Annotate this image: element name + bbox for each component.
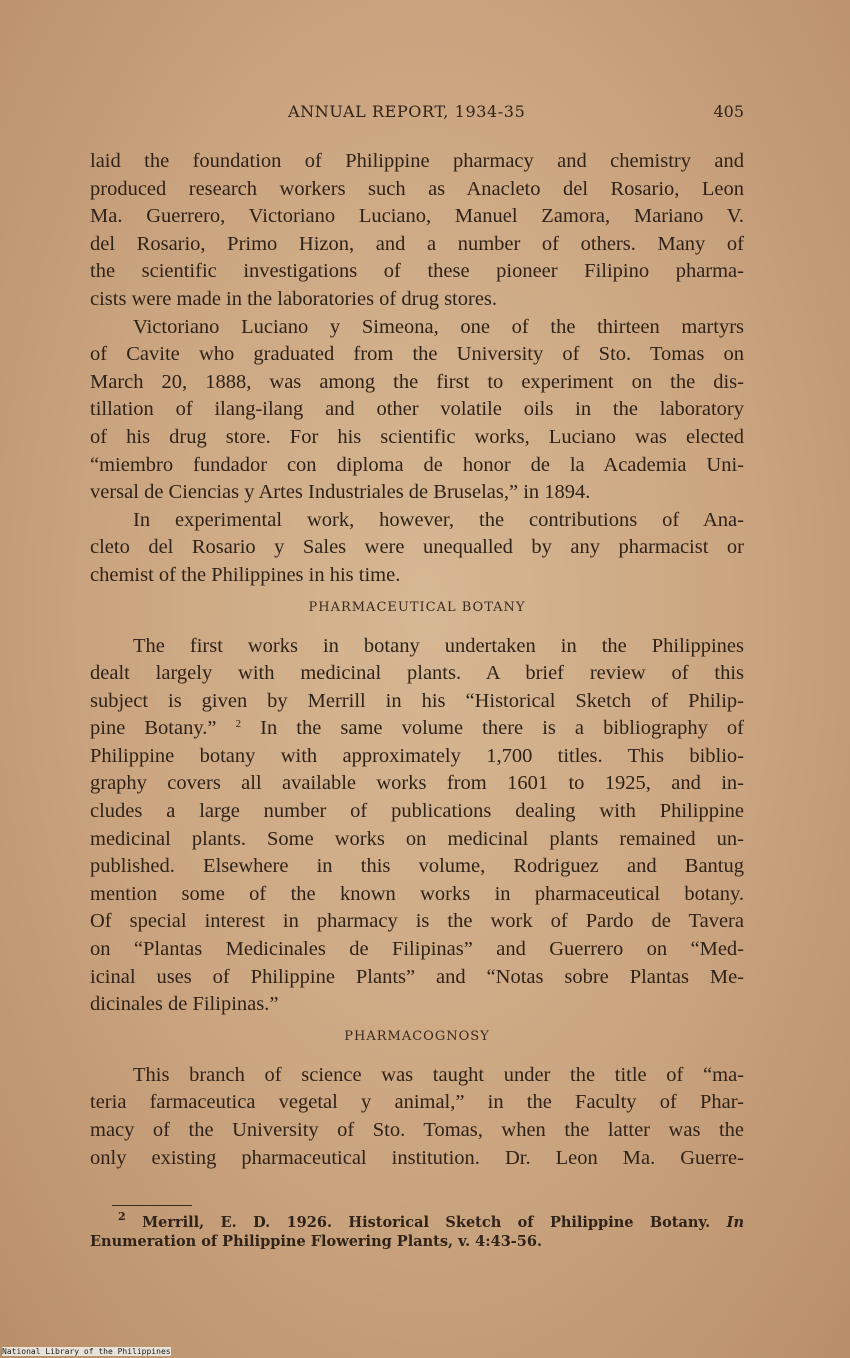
- text-line: The first works in botany undertaken in the Philippines: [133, 634, 744, 657]
- page-number: 405: [713, 102, 744, 121]
- footnote-italic: In: [726, 1214, 744, 1231]
- text-line: medicinal plants. Some works on medicinal plants remained un-: [90, 827, 744, 850]
- text-line: on “Plantas Medicinales de Filipinas” and Guerrero on “Med-: [90, 938, 744, 961]
- text-line: cleto del Rosario y Sales were unequalled by any pharmacist or: [90, 536, 744, 559]
- paragraph-3: [90, 507, 744, 590]
- text-line: dealt largely with medicinal plants. A brief review of this: [90, 662, 744, 685]
- section-heading-pharmaceutical-botany: PHARMACEUTICAL BOTANY: [308, 599, 526, 615]
- paragraph-4: [90, 633, 744, 1019]
- text-line: produced research workers such as Anacleto del Rosario, Leon: [90, 177, 744, 200]
- paragraph-5: [90, 1062, 744, 1172]
- text-line: cists were made in the laboratories of drug stores.: [90, 287, 498, 310]
- footnote-marker: 2: [118, 1210, 126, 1223]
- text-line: subject is given by Merrill in his “Historical Sketch of Philip-: [90, 689, 744, 712]
- body-text: [90, 148, 744, 1172]
- paragraph-2: [90, 314, 744, 507]
- text-line: of his drug store. For his scientific works, Luciano was elected: [90, 425, 744, 448]
- text-line: teria farmaceutica vegetal y animal,” in the Faculty of Phar-: [90, 1091, 744, 1114]
- text-line: the scientific investigations of these pioneer Filipino pharma-: [90, 260, 744, 283]
- running-header: [90, 102, 744, 128]
- text-line: mention some of the known works in pharmaceutical botany.: [90, 882, 744, 905]
- text-line: graphy covers all available works from 1601 to 1925, and in-: [90, 772, 744, 795]
- footnote-line: Enumeration of Philippine Flowering Plants, v. 4:43-56.: [90, 1233, 543, 1250]
- footnote-line: [90, 1210, 744, 1232]
- text-line: Victoriano Luciano y Simeona, one of the thirteen martyrs: [133, 315, 744, 338]
- text-line: macy of the University of Sto. Tomas, when the latter was the: [90, 1119, 744, 1141]
- header-title: ANNUAL REPORT, 1934-35: [288, 102, 526, 121]
- text-line: March 20, 1888, was among the first to experiment on the dis-: [90, 370, 744, 393]
- text-line: of Cavite who graduated from the University of Sto. Tomas on: [90, 343, 744, 366]
- text-line-with-footnote-ref: [90, 715, 744, 743]
- text-line: dicinales de Filipinas.”: [90, 993, 279, 1016]
- text-line: Of special interest in pharmacy is the work of Pardo de Tavera: [90, 910, 744, 933]
- text-line: del Rosario, Primo Hizon, and a number of others. Many of: [90, 232, 744, 255]
- text-line: laid the foundation of Philippine pharmacy and chemistry and: [90, 150, 744, 172]
- library-watermark: National Library of the Philippines: [2, 1347, 171, 1356]
- text-line: icinal uses of Philippine Plants” and “Notas sobre Plantas Me-: [90, 965, 744, 988]
- text-line: Philippine botany with approximately 1,700 titles. This biblio-: [90, 744, 744, 767]
- text-line: versal de Ciencias y Artes Industriales de Bruselas,” in 1894.: [90, 481, 591, 504]
- text-line: Ma. Guerrero, Victoriano Luciano, Manuel Zamora, Mariano V.: [90, 205, 744, 228]
- section-heading-pharmacognosy: PHARMACOGNOSY: [344, 1028, 490, 1044]
- text-line: published. Elsewhere in this volume, Rodriguez and Bantug: [90, 855, 744, 878]
- text-line: tillation of ilang-ilang and other volatile oils in the laboratory: [90, 398, 744, 421]
- footnote: [90, 1210, 744, 1251]
- text-span: pine Botany.”: [90, 717, 217, 740]
- text-line: “miembro fundador con diploma de honor de la Academia Uni-: [90, 453, 744, 476]
- text-line: This branch of science was taught under the title of “ma-: [133, 1063, 744, 1086]
- text-line: only existing pharmaceutical institution. Dr. Leon Ma. Guerre-: [90, 1146, 744, 1169]
- text-line: In experimental work, however, the contributions of Ana-: [133, 508, 744, 531]
- paragraph-1: [90, 148, 744, 314]
- text-line: cludes a large number of publications dealing with Philippine: [90, 800, 744, 823]
- footnote-divider: [112, 1205, 192, 1206]
- text-line: chemist of the Philippines in his time.: [90, 563, 401, 586]
- footnote-text: Merrill, E. D. 1926. Historical Sketch of Philippine Botany.: [142, 1214, 711, 1231]
- footnote-reference[interactable]: 2: [235, 718, 242, 731]
- text-span: In the same volume there is a bibliography of: [260, 717, 745, 740]
